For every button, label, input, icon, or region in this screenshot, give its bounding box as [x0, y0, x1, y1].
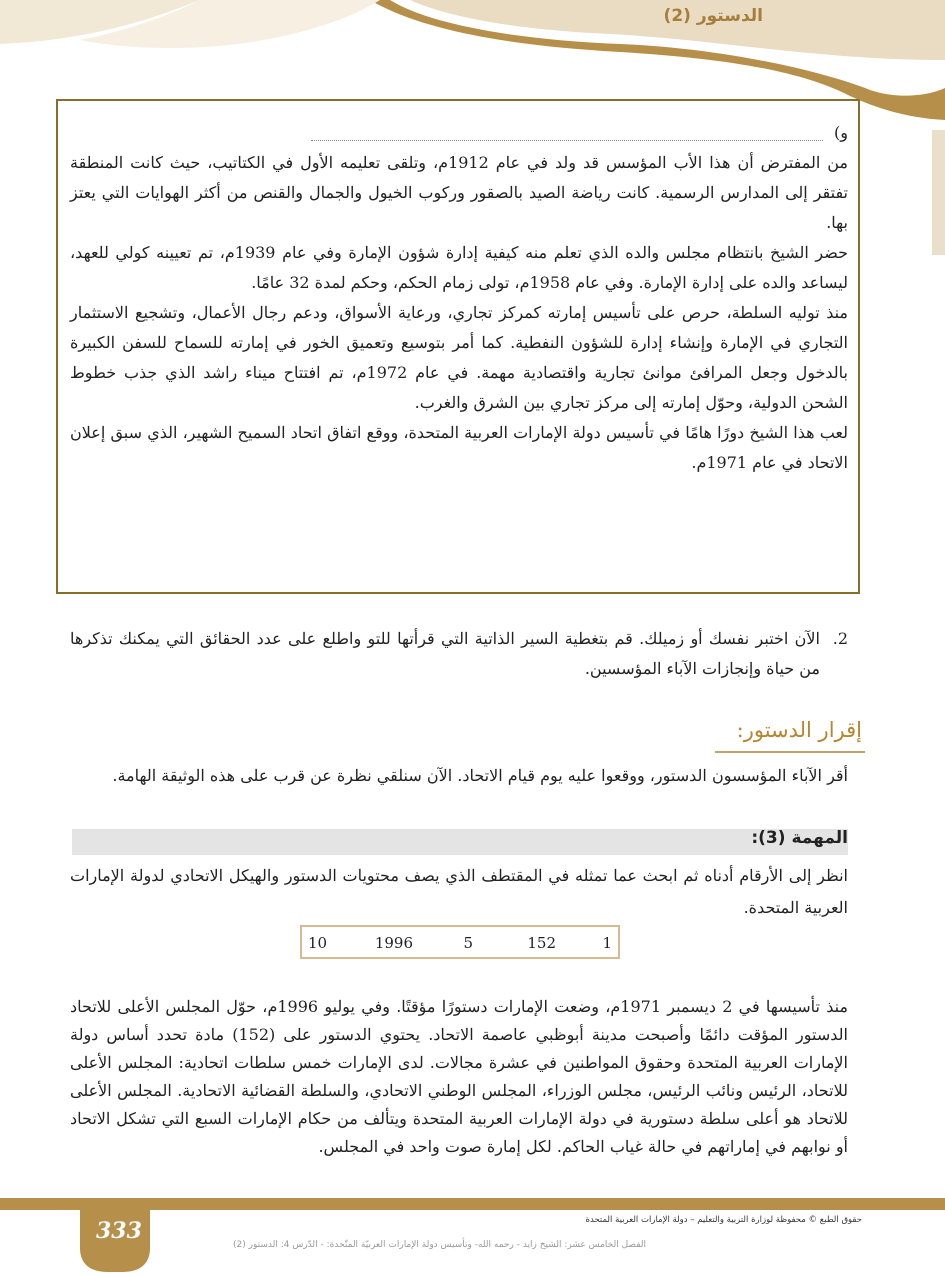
- biography-paragraph: لعب هذا الشيخ دورًا هامًا في تأسيس دولة الإمارات العربية المتحدة، ووقع اتفاق اتحاد السميح الشهير، الذي سبق إعلان الاتحاد في عام 1971م.: [70, 423, 848, 472]
- task-instructions: انظر إلى الأرقام أدناه ثم ابحث عما تمثله في المقتطف الذي يصف محتويات الدستور والهيكل الاتحادي لدولة الإمارات العربية المتحدة.: [70, 866, 848, 917]
- answer-line: [70, 118, 848, 148]
- task-title: المهمة (3):: [751, 828, 848, 848]
- constitution-paragraph: منذ تأسيسها في 2 ديسمبر 1971م، وضعت الإمارات دستورًا مؤقتًا. وفي يوليو 1996م، حوّل المجلس الأعلى للاتحاد الدستور المؤقت دائمًا وأصبحت مدينة أبوظبي عاصمة الاتحاد. يحتوي الدستور على (152) مادة تحدد أساس دولة الإمارات العربية المتحدة وحقوق المواطنين في عشرة مجالات. لدى الإمارات خمس سلطات اتحادية: المجلس الأعلى للاتحاد، الرئيس ونائب الرئيس، مجلس الوزراء، المجلس الوطني الاتحادي، والسلطة القضائية الاتحادية. المجلس الأعلى للاتحاد هو أعلى سلطة دستورية في دولة الإمارات العربية المتحدة ويتألف من حكام الإمارات السبع التي تشكل الاتحاد أو نوابهم في إماراتهم في حالة غياب الحاكم. لكل إمارة صوت واحد في المجلس.: [70, 997, 849, 1156]
- question-number: 2.: [832, 629, 848, 648]
- task-header-bar: [72, 829, 848, 855]
- number-item: 152: [527, 934, 556, 952]
- number-item: 10: [308, 934, 328, 952]
- biography-text: [70, 118, 848, 478]
- answer-blank[interactable]: [311, 126, 823, 141]
- page-number: 333: [96, 1218, 142, 1244]
- section-text: أقر الآباء المؤسسون الدستور، ووقعوا عليه يوم قيام الاتحاد. الآن سنلقي نظرة عن قرب على هذه الوثيقة الهامة.: [112, 766, 848, 785]
- copyright-notice: حقوق الطبع © محفوظة لوزارة التربية والتعليم – دولة الإمارات العربية المتحدة: [585, 1215, 862, 1225]
- number-item: 1: [602, 934, 612, 952]
- section-title: إقرار الدستور:: [736, 718, 862, 742]
- side-decoration: [932, 130, 945, 255]
- answer-prefix: و): [834, 123, 848, 142]
- numbers-box: [300, 925, 620, 959]
- chapter-title: الدستور (2): [663, 6, 763, 26]
- question-2: [70, 624, 848, 684]
- number-item: 1996: [374, 934, 413, 952]
- section-title-underline: [715, 751, 865, 753]
- biography-paragraph: منذ توليه السلطة، حرص على تأسيس إمارته كمركز تجاري، ورعاية الأسواق، ودعم رجال الأعمال، وتشجيع الاستثمار التجاري في الإمارة وإنشاء إدارة للشؤون النفطية. كما أمر بتوسيع وتعميق الخور في إمارته للسماح للسفن الكبيرة بالدخول وجعل المرافئ موانئ تجارية واقتصادية مهمة. في عام 1972م، تم افتتاح ميناء راشد الذي جذب خطوط الشحن الدولية، وحوّل إمارته إلى مركز تجاري بين الشرق والغرب.: [70, 303, 848, 412]
- biography-paragraph: حضر الشيخ بانتظام مجلس والده الذي تعلم منه كيفية إدارة شؤون الإمارة وفي عام 1939م، تم تعيينه كولي للعهد، ليساعد والده على إدارة الإمارة. وفي عام 1958م، تولى زمام الحكم، وحكم لمدة 32 عامًا.: [70, 243, 849, 292]
- biography-paragraph: من المفترض أن هذا الأب المؤسس قد ولد في عام 1912م، وتلقى تعليمه الأول في الكتاتيب، حيث كانت المنطقة تفتقر إلى المدارس الرسمية. كانت رياضة الصيد بالصقور وركوب الخيول والجمال والقنص من أكثر الهوايات التي يعتز بها.: [70, 153, 848, 232]
- footer-breadcrumb: الفصل الخامس عشر: الشيخ زايد - رحمه الله- وتأسيس دولة الإمارات العربيّة المتّحدة: - الدّرس 4: الدستور (2): [233, 1240, 646, 1250]
- question-text: الآن اختبر نفسك أو زميلك. قم بتغطية السير الذاتية التي قرأتها للتو واطلع على عدد الحقائق التي يمكنك تذكرها من حياة وإنجازات الآباء المؤسسين.: [70, 629, 820, 678]
- number-item: 5: [463, 934, 473, 952]
